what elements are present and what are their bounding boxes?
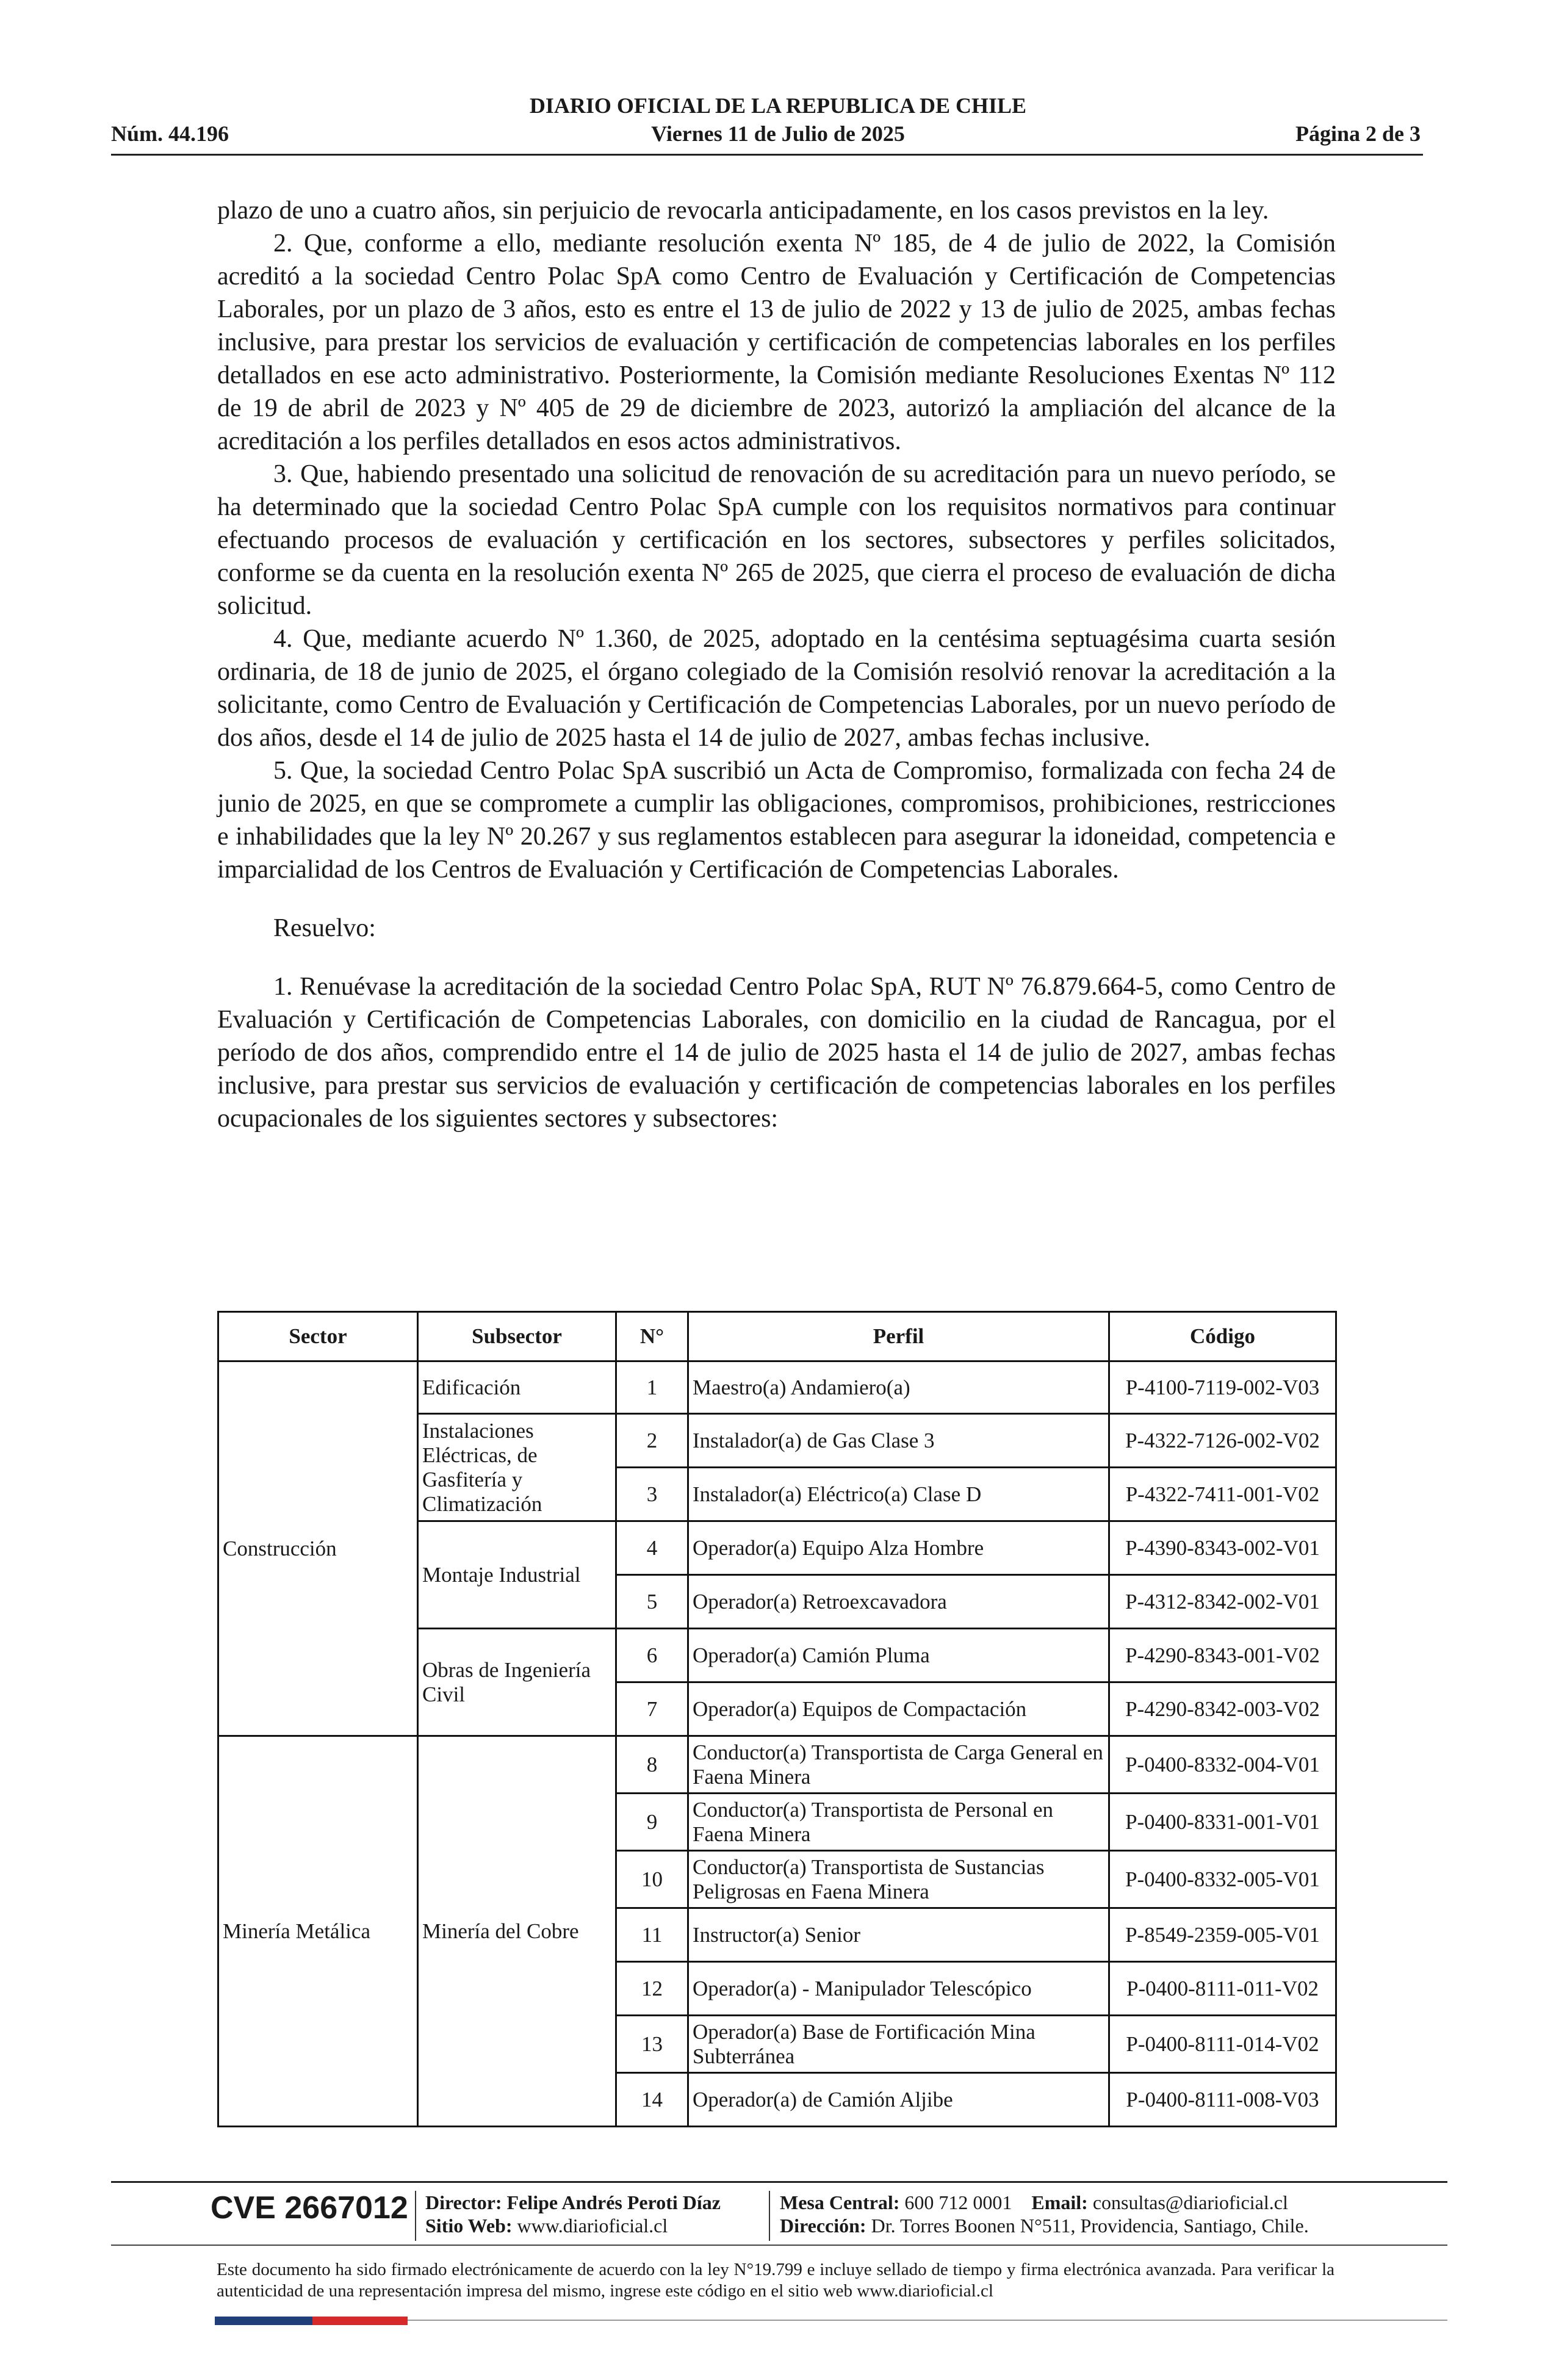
row-number: 10 (616, 1851, 688, 1908)
profile-cell: Operador(a) Retroexcavadora (688, 1575, 1109, 1629)
issue-date: Viernes 11 de Julio de 2025 (651, 121, 905, 146)
table-row (218, 1736, 1336, 1794)
row-number: 4 (616, 1521, 688, 1575)
code-cell: P-0400-8332-004-V01 (1109, 1736, 1336, 1794)
row-number: 7 (616, 1682, 688, 1736)
director-label: Director: (425, 2191, 502, 2213)
row-number: 8 (616, 1736, 688, 1794)
table-header-row (218, 1312, 1336, 1361)
code-cell: P-0400-8111-011-V02 (1109, 1962, 1336, 2016)
code-cell: P-4322-7126-002-V02 (1109, 1414, 1336, 1468)
email-link[interactable]: consultas@diarioficial.cl (1092, 2191, 1288, 2213)
director-line (425, 2191, 721, 2214)
profiles-table (217, 1311, 1337, 2127)
address-line (780, 2214, 1309, 2237)
paragraph-4: 4. Que, mediante acuerdo Nº 1.360, de 2025, adoptado en la centésima septuagésima cuarta sesión ordinaria, de 18 de junio de 2025, el órgano colegiado de la Comisión resolvió renovar la acreditación a la solicitante, como Centro de Evaluación y Certificación de Competencias Laborales, por un nuevo período de dos años, desde el 14 de julio de 2025 hasta el 14 de julio de 2027, ambas fechas inclusive. (217, 625, 1336, 752)
profile-cell: Conductor(a) Transportista de Sustancias Peligrosas en Faena Minera (688, 1851, 1109, 1908)
code-cell: P-0400-8332-005-V01 (1109, 1851, 1336, 1908)
code-cell: P-4312-8342-002-V01 (1109, 1575, 1336, 1629)
flag-stripe-blue (215, 2317, 312, 2325)
paragraph-2: 2. Que, conforme a ello, mediante resolución exenta Nº 185, de 4 de julio de 2022, la Comisión acreditó a la sociedad Centro Polac SpA como Centro de Evaluación y Certificación de Competencias Laborales, por un plazo de 3 años, esto es entre el 13 de julio de 2022 y 13 de julio de 2025, ambas fechas inclusive, para prestar los servicios de evaluación y certificación de competencias laborales en los perfiles detallados en ese acto administrativo. Posteriormente, la Comisión mediante Resoluciones Exentas Nº 112 de 19 de abril de 2023 y Nº 405 de 29 de diciembre de 2023, autorizó la ampliación del alcance de la acreditación a los perfiles detallados en esos actos administrativos. (217, 229, 1336, 455)
profile-cell: Operador(a) Base de Fortificación Mina Subterránea (688, 2016, 1109, 2073)
row-number: 12 (616, 1962, 688, 2016)
profile-cell: Conductor(a) Transportista de Personal en Faena Minera (688, 1794, 1109, 1851)
profile-cell: Maestro(a) Andamiero(a) (688, 1361, 1109, 1414)
column-header-number: N° (616, 1312, 688, 1361)
row-number: 1 (616, 1361, 688, 1414)
gazette-title: DIARIO OFICIAL DE LA REPUBLICA DE CHILE (529, 93, 1027, 118)
footer-separator (415, 2191, 416, 2241)
code-cell: P-0400-8111-008-V03 (1109, 2073, 1336, 2127)
subsector-cell: Minería del Cobre (418, 1736, 616, 2127)
code-cell: P-8549-2359-005-V01 (1109, 1908, 1336, 1962)
website-label: Sitio Web: (425, 2215, 513, 2237)
sector-cell: Construcción (218, 1361, 418, 1736)
column-header-sector: Sector (218, 1312, 418, 1361)
cve-code: CVE 2667012 (211, 2190, 408, 2226)
code-cell: P-0400-8111-014-V02 (1109, 2016, 1336, 2073)
profile-cell: Operador(a) Equipo Alza Hombre (688, 1521, 1109, 1575)
footer-divider-top (111, 2181, 1447, 2183)
document-body (217, 194, 1336, 1135)
row-number: 11 (616, 1908, 688, 1962)
row-number: 3 (616, 1468, 688, 1521)
paragraph-continuation: plazo de uno a cuatro años, sin perjuicio de revocarla anticipadamente, en los casos previstos en la ley. (217, 197, 1269, 225)
signature-notice: Este documento ha sido firmado electrónicamente de acuerdo con la ley N°19.799 e incluye sellado de tiempo y firma electrónica avanzada. Para verificar la autenticidad de una representación impresa del mismo, ingrese este código en el sitio web www.diarioficial.cl (217, 2260, 1334, 2301)
row-number: 14 (616, 2073, 688, 2127)
address-value: Dr. Torres Boonen N°511, Providencia, Santiago, Chile. (871, 2215, 1309, 2237)
row-number: 5 (616, 1575, 688, 1629)
row-number: 6 (616, 1629, 688, 1682)
phone-number: 600 712 0001 (904, 2191, 1012, 2213)
column-header-code: Código (1109, 1312, 1336, 1361)
paragraph-3: 3. Que, habiendo presentado una solicitud de renovación de su acreditación para un nuevo período, se ha determinado que la sociedad Centro Polac SpA cumple con los requisitos normativos para continuar efectuando procesos de evaluación y certificación en los sectores, subsectores y perfiles solicitados, conforme se da cuenta en la resolución exenta Nº 265 de 2025, que cierra el proceso de evaluación de dicha solicitud. (217, 460, 1336, 620)
contact-line (780, 2191, 1288, 2214)
address-label: Dirección: (780, 2215, 866, 2237)
flag-stripe-red (312, 2317, 408, 2325)
paragraph-5: 5. Que, la sociedad Centro Polac SpA suscribió un Acta de Compromiso, formalizada con fecha 24 de junio de 2025, en que se compromete a cumplir las obligaciones, compromisos, prohibiciones, restricciones e inhabilidades que la ley Nº 20.267 y sus reglamentos establecen para asegurar la idoneidad, competencia e imparcialidad de los Centros de Evaluación y Certificación de Competencias Laborales. (217, 757, 1336, 884)
column-header-profile: Perfil (688, 1312, 1109, 1361)
director-name: Felipe Andrés Peroti Díaz (506, 2191, 721, 2213)
subsector-cell: Obras de Ingeniería Civil (418, 1629, 616, 1736)
profile-cell: Instructor(a) Senior (688, 1908, 1109, 1962)
page-indicator: Página 2 de 3 (1295, 121, 1421, 146)
header-divider (111, 154, 1423, 156)
issue-number: Núm. 44.196 (111, 121, 229, 146)
phone-label: Mesa Central: (780, 2191, 900, 2213)
footer-divider-bottom (111, 2245, 1447, 2246)
profile-cell: Operador(a) de Camión Aljibe (688, 2073, 1109, 2127)
footer-separator (769, 2191, 770, 2241)
sector-cell: Minería Metálica (218, 1736, 418, 2127)
code-cell: P-4390-8343-002-V01 (1109, 1521, 1336, 1575)
flag-stripe-line (408, 2320, 1447, 2321)
profile-cell: Conductor(a) Transportista de Carga General en Faena Minera (688, 1736, 1109, 1794)
code-cell: P-4290-8343-001-V02 (1109, 1629, 1336, 1682)
website-link[interactable]: www.diarioficial.cl (517, 2215, 668, 2237)
column-header-subsector: Subsector (418, 1312, 616, 1361)
code-cell: P-4322-7411-001-V02 (1109, 1468, 1336, 1521)
row-number: 9 (616, 1794, 688, 1851)
subsector-cell: Instalaciones Eléctricas, de Gasfitería y Climatización (418, 1414, 616, 1521)
code-cell: P-4100-7119-002-V03 (1109, 1361, 1336, 1414)
profile-cell: Operador(a) - Manipulador Telescópico (688, 1962, 1109, 2016)
profile-cell: Operador(a) Equipos de Compactación (688, 1682, 1109, 1736)
row-number: 13 (616, 2016, 688, 2073)
code-cell: P-0400-8331-001-V01 (1109, 1794, 1336, 1851)
code-cell: P-4290-8342-003-V02 (1109, 1682, 1336, 1736)
table-row (218, 1361, 1336, 1414)
profile-cell: Instalador(a) de Gas Clase 3 (688, 1414, 1109, 1468)
resolve-heading: Resuelvo: (273, 914, 376, 942)
website-line (425, 2214, 668, 2237)
profile-cell: Operador(a) Camión Pluma (688, 1629, 1109, 1682)
subsector-cell: Montaje Industrial (418, 1521, 616, 1629)
row-number: 2 (616, 1414, 688, 1468)
profile-cell: Instalador(a) Eléctrico(a) Clase D (688, 1468, 1109, 1521)
email-label: Email: (1031, 2191, 1088, 2213)
subsector-cell: Edificación (418, 1361, 616, 1414)
resolution-1: 1. Renuévase la acreditación de la sociedad Centro Polac SpA, RUT Nº 76.879.664-5, como Centro de Evaluación y Certificación de Competencias Laborales, con domicilio en la ciudad de Rancagua, por el período de dos años, comprendido entre el 14 de julio de 2025 hasta el 14 de julio de 2027, ambas fechas inclusive, para prestar sus servicios de evaluación y certificación de competencias laborales en los perfiles ocupacionales de los siguientes sectores y subsectores: (217, 973, 1336, 1133)
